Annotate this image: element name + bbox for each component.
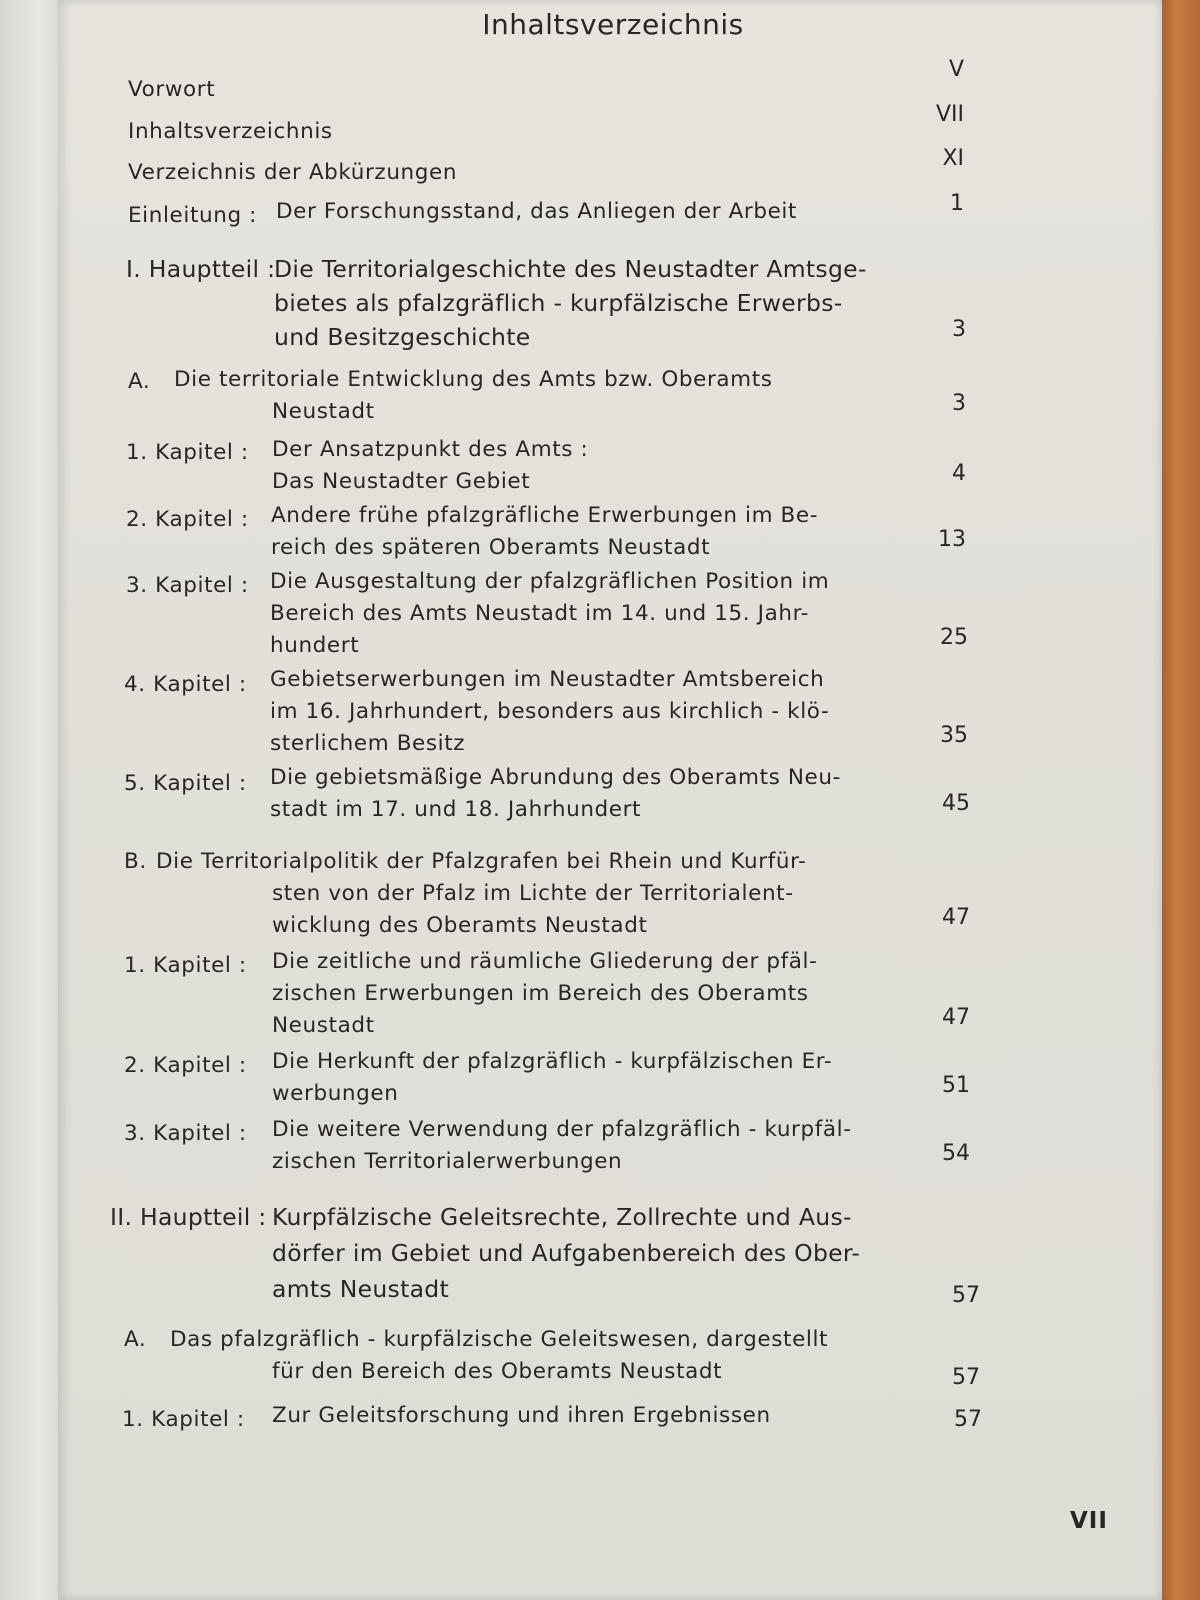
toc-entry-vorwort-page: V [948,57,964,82]
toc-section-1a-label: A. [128,369,151,394]
toc-chapter-1b2-page: 51 [942,1073,970,1098]
toc-chapter-2a1-label: 1. Kapitel : [122,1407,245,1432]
toc-chapter-1a3-line-1: Die Ausgestaltung der pfalzgräflichen Position im [270,569,830,594]
toc-chapter-1b3-line-2: zischen Territorialerwerbungen [272,1149,623,1174]
toc-chapter-1a3-line-2: Bereich des Amts Neustadt im 14. und 15. Jahr- [270,601,810,626]
toc-chapter-1a4-page: 35 [940,723,968,748]
toc-entry-abk-page: XI [942,146,964,171]
toc-part-1-page: 3 [952,317,966,342]
toc-section-1a-line-1: Die territoriale Entwicklung des Amts bzw. Oberamts [174,367,773,392]
toc-chapter-1b2-line-2: werbungen [272,1081,399,1106]
toc-chapter-1b1-line-3: Neustadt [272,1013,375,1038]
toc-chapter-1a5-page: 45 [942,791,970,816]
toc-section-1b-line-1: Die Territorialpolitik der Pfalzgrafen bei Rhein und Kurfür- [156,849,807,874]
toc-entry-inhalt-page: VII [935,102,964,127]
toc-section-1b-line-2: sten von der Pfalz im Lichte der Territorialent- [272,881,794,906]
toc-section-1a-line-2: Neustadt [272,399,375,424]
toc-part-2-line-2: dörfer im Gebiet und Aufgabenbereich des Ober- [272,1239,861,1267]
toc-chapter-1a1-label: 1. Kapitel : [126,440,249,465]
background-wood [1160,0,1200,1600]
toc-section-1b-page: 47 [942,905,970,930]
toc-chapter-1a4-label: 4. Kapitel : [124,672,247,697]
toc-entry-einleitung-label: Einleitung : [128,203,257,228]
toc-entry-einleitung-text: Der Forschungsstand, das Anliegen der Arbeit [276,199,798,224]
toc-chapter-1a1-page: 4 [952,461,966,486]
toc-chapter-1b1-line-1: Die zeitliche und räumliche Gliederung der pfäl- [272,949,818,974]
toc-chapter-1a3-line-3: hundert [270,633,360,658]
toc-chapter-1b2-label: 2. Kapitel : [124,1053,247,1078]
toc-entry-vorwort-text: Vorwort [128,77,216,102]
toc-chapter-1a5-line-1: Die gebietsmäßige Abrundung des Oberamts Neu- [270,765,841,790]
toc-chapter-1b3-page: 54 [942,1141,970,1166]
toc-section-1b-line-3: wicklung des Oberamts Neustadt [272,913,648,938]
toc-chapter-1b3-label: 3. Kapitel : [124,1121,247,1146]
toc-entry-einleitung-page: 1 [950,191,964,216]
toc-chapter-1a1-line-2: Das Neustadter Gebiet [272,469,531,494]
toc-part-2-label: II. Hauptteil : [110,1203,267,1231]
toc-part-2-line-3: amts Neustadt [272,1275,450,1303]
toc-section-2a-label: A. [124,1327,147,1352]
toc-section-1b-label: B. [124,849,147,874]
toc-chapter-1a2-page: 13 [938,527,966,552]
toc-part-2-line-1: Kurpfälzische Geleitsrechte, Zollrechte und Aus- [272,1203,852,1231]
toc-chapter-1a5-label: 5. Kapitel : [124,771,247,796]
footer-page-number: VII [1070,1508,1108,1534]
toc-chapter-1a2-label: 2. Kapitel : [126,507,249,532]
toc-part-1-label: I. Hauptteil : [126,255,276,283]
toc-chapter-1b3-line-1: Die weitere Verwendung der pfalzgräflich - kurpfäl- [272,1117,852,1142]
toc-chapter-1a4-line-2: im 16. Jahrhundert, besonders aus kirchlich - klö- [270,699,830,724]
toc-chapter-1b1-label: 1. Kapitel : [124,953,247,978]
toc-chapter-1b1-page: 47 [942,1005,970,1030]
toc-part-1-line-2: bietes als pfalzgräflich - kurpfälzische Erwerbs- [274,289,843,317]
toc-part-1-line-3: und Besitzgeschichte [274,323,531,351]
toc-chapter-1a2-line-2: reich des späteren Oberamts Neustadt [271,535,711,560]
toc-chapter-1a3-label: 3. Kapitel : [126,573,249,598]
toc-entry-inhalt-text: Inhaltsverzeichnis [128,119,333,144]
toc-chapter-1b2-line-1: Die Herkunft der pfalzgräflich - kurpfälzischen Er- [272,1049,833,1074]
toc-section-2a-line-2: für den Bereich des Oberamts Neustadt [272,1359,723,1384]
toc-chapter-1a3-page: 25 [940,625,968,650]
toc-section-2a-line-1: Das pfalzgräflich - kurpfälzische Geleitswesen, dargestellt [170,1327,829,1352]
toc-chapter-2a1-page: 57 [954,1407,982,1432]
toc-chapter-1a4-line-1: Gebietserwerbungen im Neustadter Amtsbereich [270,667,825,692]
toc-chapter-1a4-line-3: sterlichem Besitz [270,731,466,756]
toc-chapter-1b1-line-2: zischen Erwerbungen im Bereich des Oberamts [272,981,809,1006]
page-title: Inhaltsverzeichnis [482,8,744,41]
toc-chapter-2a1-text: Zur Geleitsforschung und ihren Ergebnissen [272,1403,771,1428]
toc-part-1-line-1: Die Territorialgeschichte des Neustadter Amtsge- [274,255,867,283]
toc-section-1a-page: 3 [952,391,966,416]
toc-chapter-1a1-line-1: Der Ansatzpunkt des Amts : [272,437,589,462]
toc-chapter-1a2-line-1: Andere frühe pfalzgräfliche Erwerbungen im Be- [271,503,819,528]
toc-section-2a-page: 57 [952,1365,980,1390]
toc-entry-abk-text: Verzeichnis der Abkürzungen [128,160,458,185]
toc-chapter-1a5-line-2: stadt im 17. und 18. Jahrhundert [270,797,642,822]
book-page [58,0,1162,1600]
toc-part-2-page: 57 [952,1283,980,1308]
